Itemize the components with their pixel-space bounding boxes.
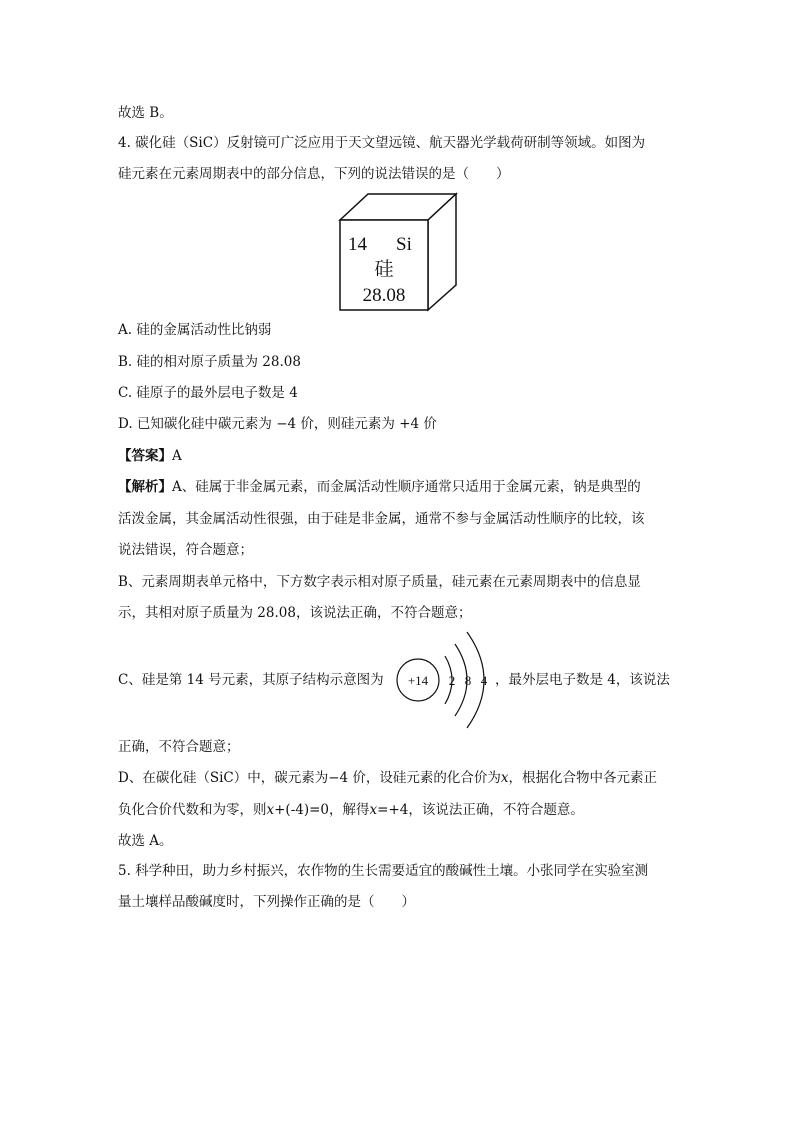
atomic-mass: 28.08 bbox=[362, 285, 406, 306]
question-4-line-1: 4. 碳化硅（SiC）反射镜可广泛应用于天文望远镜、航天器光学载荷研制等领域。如图为 bbox=[118, 135, 646, 151]
answer-conclusion: 故选 A。 bbox=[118, 833, 173, 849]
atom-structure-diagram bbox=[393, 630, 495, 730]
analysis-line-5: 示，其相对原子质量为 28.08，该说法正确，不符合题意； bbox=[118, 605, 472, 621]
answer-line bbox=[118, 447, 182, 465]
option-c: C. 硅原子的最外层电子数是 4 bbox=[118, 385, 298, 401]
question-4-line-2: 硅元素在元素周期表中的部分信息，下列的说法错误的是（ ） bbox=[118, 166, 510, 182]
question-5-line-1: 5. 科学种田，助力乡村振兴，农作物的生长需要适宜的酸碱性土壤。小张同学在实验室测 bbox=[118, 863, 649, 879]
answer-value: A bbox=[172, 448, 182, 464]
question-5-line-2: 量土壤样品酸碱度时，下列操作正确的是（ ） bbox=[118, 894, 415, 910]
analysis-line-3: 说法错误，符合题意； bbox=[118, 542, 253, 558]
analysis-line-7: 正确，不符合题意； bbox=[118, 739, 240, 755]
nucleus-charge: +14 bbox=[407, 673, 429, 688]
analysis-line-6a: C、硅是第 14 号元素，其原子结构示意图为 bbox=[118, 672, 384, 688]
option-a: A. 硅的金属活动性比钠弱 bbox=[118, 322, 272, 338]
previous-answer-conclusion: 故选 B。 bbox=[118, 105, 173, 121]
element-name: 硅 bbox=[374, 259, 394, 280]
shell-1-electrons: 2 bbox=[448, 673, 456, 688]
analysis-line-1: 【解析】A、硅属于非金属元素，而金属活动性顺序通常只适用于金属元素，钠是典型的 bbox=[118, 479, 641, 495]
option-d: D. 已知碳化硅中碳元素为 −4 价，则硅元素为 +4 价 bbox=[118, 416, 437, 432]
analysis-line-9: 负化合价代数和为零，则x+(-4)=0，解得x=+4，该说法正确，不符合题意。 bbox=[118, 802, 584, 818]
answer-label: 【答案】 bbox=[118, 448, 172, 464]
analysis-line-2: 活泼金属，其金属活动性很强，由于硅是非金属，通常不参与金属活动性顺序的比较，该 bbox=[118, 511, 645, 527]
analysis-label: 【解析】 bbox=[118, 479, 172, 495]
analysis-line-6b: ，最外层电子数是 4，该说法 bbox=[495, 672, 670, 688]
element-symbol: Si bbox=[396, 234, 412, 255]
silicon-element-card bbox=[338, 190, 460, 312]
option-b: B. 硅的相对原子质量为 28.08 bbox=[118, 354, 301, 370]
shell-3-electrons: 4 bbox=[480, 673, 488, 688]
atomic-number: 14 bbox=[348, 234, 367, 255]
analysis-line-4: B、元素周期表单元格中，下方数字表示相对原子质量，硅元素在元素周期表中的信息显 bbox=[118, 574, 641, 590]
shell-2-electrons: 8 bbox=[464, 673, 472, 688]
analysis-line-8: D、在碳化硅（SiC）中，碳元素为−4 价，设硅元素的化合价为x，根据化合物中各元素正 bbox=[118, 770, 658, 786]
